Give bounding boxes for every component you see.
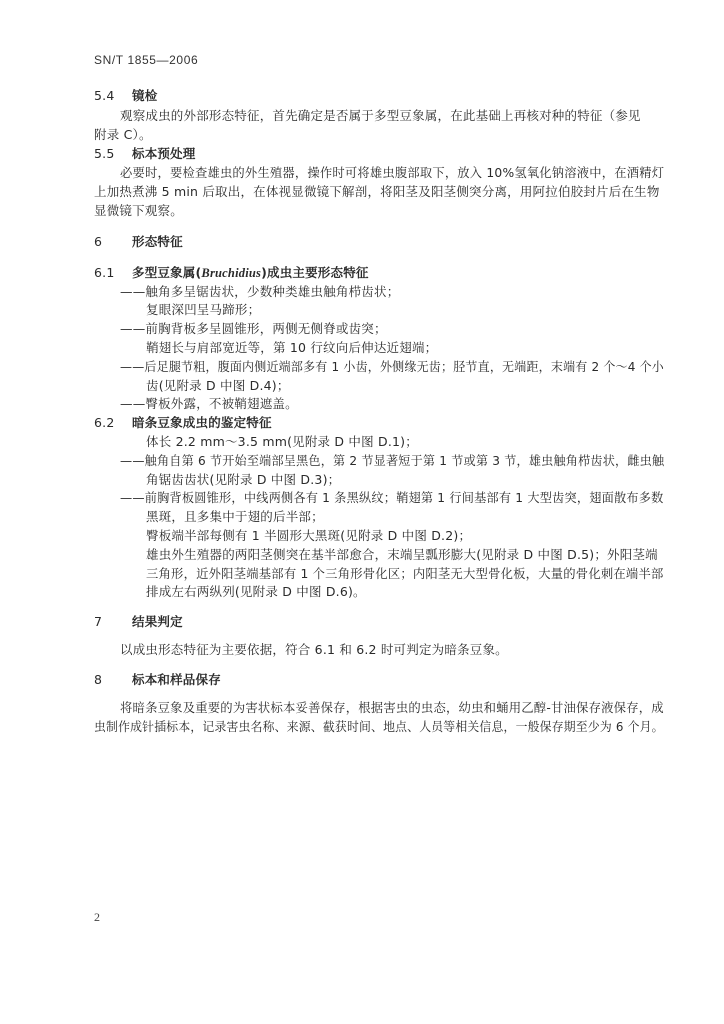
list-item: ——前胸背板圆锥形，中线两侧各有 1 条黑纵纹；鞘翅第 1 行间基部有 1 大型齿突，翅面散布多数 <box>120 490 664 505</box>
section-number: 6 <box>94 234 103 249</box>
section-title-suffix: )成虫主要形态特征 <box>261 265 369 280</box>
section-number: 5.5 <box>94 146 115 161</box>
section-number: 5.4 <box>94 88 115 103</box>
list-item: ——触角自第 6 节开始至端部呈黑色，第 2 节显著短于第 1 节或第 3 节，雄虫触角栉齿状，雌虫触 <box>120 453 665 468</box>
paragraph-line: 以成虫形态特征为主要依据，符合 6.1 和 6.2 时可判定为暗条豆象。 <box>120 642 508 657</box>
list-item-continuation: 三角形，近外阳茎端基部有 1 个三角形骨化区；内阳茎无大型骨化板，大量的骨化刺在端半部 <box>146 566 664 581</box>
list-item-continuation: 齿(见附录 D 中图 D.4)； <box>146 378 290 393</box>
section-heading-6-1 <box>94 265 369 281</box>
section-number: 6.2 <box>94 415 115 430</box>
section-title: 结果判定 <box>132 614 183 629</box>
list-item: ——触角多呈锯齿状，少数种类雄虫触角栉齿状； <box>120 284 400 299</box>
paragraph-line: 上加热煮沸 5 min 后取出，在体视显微镜下解剖，将阳茎及阳茎侧突分离，用阿拉伯胶封片后在生物 <box>94 184 660 199</box>
list-item-continuation: 排成左右两纵列(见附录 D 中图 D.6)。 <box>146 584 366 599</box>
list-item: 复眼深凹呈马蹄形； <box>146 302 261 317</box>
list-item: ——前胸背板多呈圆锥形，两侧无侧脊或齿突； <box>120 321 387 336</box>
section-heading-5-4 <box>94 88 157 104</box>
list-item: 体长 2.2 mm～3.5 mm(见附录 D 中图 D.1)； <box>146 434 418 449</box>
section-heading-5-5 <box>94 146 196 162</box>
paragraph-line: 显微镜下观察。 <box>94 203 183 218</box>
list-item: 鞘翅长与肩部宽近等，第 10 行纹向后伸达近翅端； <box>146 340 438 355</box>
section-title: 暗条豆象成虫的鉴定特征 <box>132 415 272 430</box>
section-number: 7 <box>94 614 103 629</box>
paragraph-line: 虫制作成针插标本，记录害虫名称、来源、截获时间、地点、人员等相关信息，一般保存期至少为 6 个月。 <box>94 719 664 734</box>
paragraph-line: 观察成虫的外部形态特征，首先确定是否属于多型豆象属，在此基础上再核对种的特征（参见 <box>120 108 641 123</box>
section-heading-8 <box>94 672 221 688</box>
list-item: 雄虫外生殖器的两阳茎侧突在基半部愈合，末端呈瓢形膨大(见附录 D 中图 D.5)；外阳茎端 <box>146 547 658 562</box>
section-heading-6-2 <box>94 415 272 431</box>
genus-name: Bruchidius <box>201 266 262 280</box>
section-title: 标本预处理 <box>132 146 196 161</box>
section-title: 标本和样品保存 <box>132 672 221 687</box>
list-item: ——臀板外露，不被鞘翅遮盖。 <box>120 396 298 411</box>
section-heading-7 <box>94 614 183 630</box>
section-number: 8 <box>94 672 103 687</box>
page-number: 2 <box>94 910 101 924</box>
section-title-prefix: 多型豆象属( <box>132 265 202 280</box>
list-item-continuation: 黑斑，且多集中于翅的后半部； <box>146 509 324 524</box>
standard-code-header: SN/T 1855—2006 <box>94 53 199 67</box>
section-title: 形态特征 <box>132 234 183 249</box>
list-item: ——后足腿节粗，腹面内侧近端部多有 1 小齿，外侧缘无齿；胫节直，无端距，末端有 2 个～4 个小 <box>120 359 665 374</box>
section-number: 6.1 <box>94 265 115 280</box>
list-item: 臀板端半部每侧有 1 半圆形大黑斑(见附录 D 中图 D.2)； <box>146 528 472 543</box>
paragraph-line: 将暗条豆象及重要的为害状标本妥善保存，根据害虫的虫态，幼虫和蛹用乙醇-甘油保存液保存，成 <box>120 700 664 715</box>
section-title: 镜检 <box>132 88 158 103</box>
list-item-continuation: 角锯齿齿状(见附录 D 中图 D.3)； <box>146 472 341 487</box>
paragraph-line: 必要时，要检查雄虫的外生殖器，操作时可将雄虫腹部取下，放入 10%氢氧化钠溶液中，在酒精灯 <box>120 165 665 180</box>
paragraph-line: 附录 C）。 <box>94 127 152 142</box>
section-heading-6 <box>94 234 183 250</box>
